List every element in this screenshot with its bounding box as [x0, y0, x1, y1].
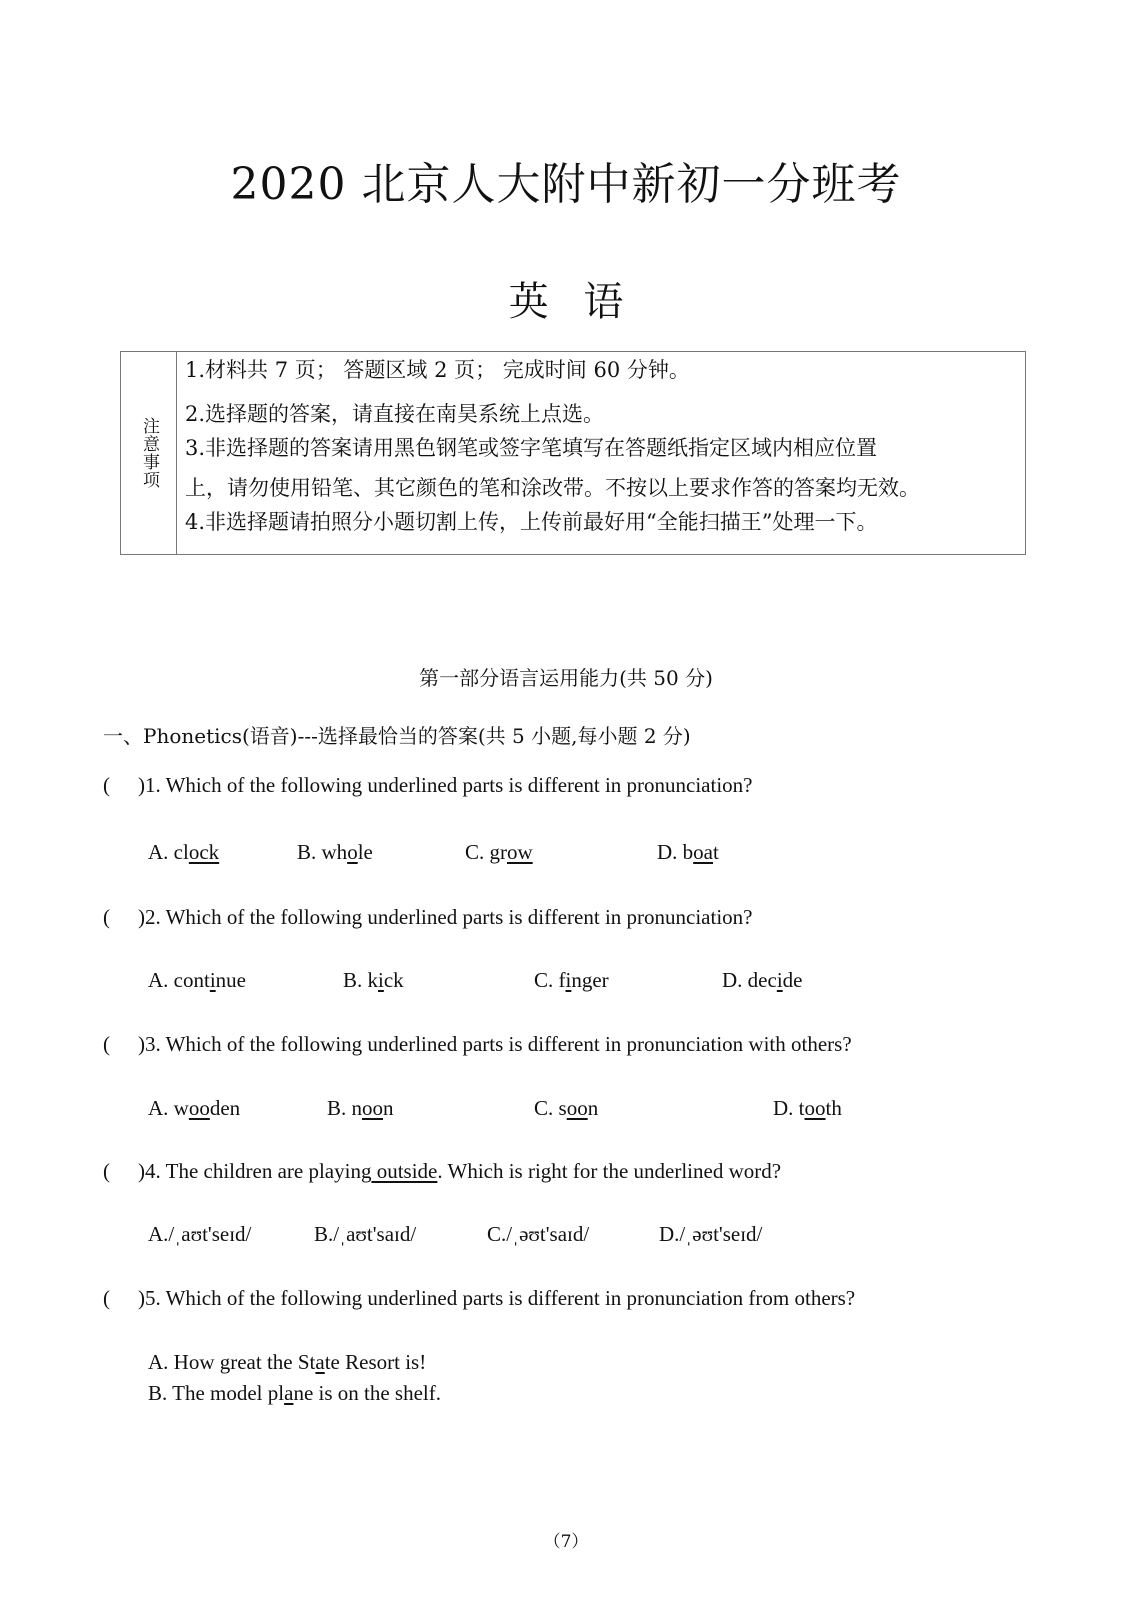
- part-heading: 第一部分语言运用能力(共 50 分): [419, 666, 713, 690]
- notice-box: [120, 351, 1026, 555]
- notice-line: 4.非选择题请拍照分小题切割上传，上传前最好用“全能扫描王”处理一下。: [185, 510, 878, 534]
- option-c[interactable]: C. finger: [534, 968, 609, 992]
- option-b[interactable]: B. kick: [343, 968, 404, 992]
- option-c[interactable]: C. soon: [534, 1096, 599, 1120]
- option-b[interactable]: B. The model plane is on the shelf.: [148, 1381, 441, 1405]
- page-number: （7）: [543, 1532, 589, 1552]
- option-b[interactable]: B. noon: [327, 1096, 394, 1120]
- option-d[interactable]: D. boat: [657, 840, 719, 864]
- option-a[interactable]: A. clock: [148, 840, 220, 864]
- notice-line: 上，请勿使用铅笔、其它颜色的笔和涂改带。不按以上要求作答的答案均无效。: [185, 476, 920, 500]
- option-a[interactable]: A. How great the State Resort is!: [148, 1350, 427, 1374]
- section-heading: 一、Phonetics(语音)---选择最恰当的答案(共 5 小题,每小题 2 分): [103, 724, 691, 748]
- page-title: 2020 北京人大附中新初一分班考: [230, 159, 902, 210]
- option-a[interactable]: A. continue: [148, 968, 246, 992]
- notice-line: 1.材料共 7 页； 答题区域 2 页； 完成时间 60 分钟。: [185, 358, 690, 382]
- notice-label: 注意事项: [139, 417, 159, 489]
- notice-label-cell: [121, 352, 177, 554]
- notice-line: 2.选择题的答案，请直接在南昊系统上点选。: [185, 402, 605, 426]
- question-text: )2. Which of the following underlined parts is different in pronunciation?: [138, 905, 753, 929]
- option-c[interactable]: C./ˌəʊt'saɪd/: [487, 1222, 590, 1246]
- option-d[interactable]: D. decide: [722, 968, 803, 992]
- option-a[interactable]: A./ˌaʊt'seɪd/: [148, 1222, 252, 1246]
- question-text: )3. Which of the following underlined parts is different in pronunciation with others?: [138, 1032, 852, 1056]
- option-d[interactable]: D. tooth: [773, 1096, 842, 1120]
- answer-blank[interactable]: (: [103, 905, 110, 929]
- notice-line: 3.非选择题的答案请用黑色钢笔或签字笔填写在答题纸指定区域内相应位置: [185, 436, 878, 460]
- answer-blank[interactable]: (: [103, 773, 110, 797]
- question-text: )1. Which of the following underlined parts is different in pronunciation?: [138, 773, 753, 797]
- question-text: )4. The children are playing outside. Which is right for the underlined word?: [138, 1159, 782, 1183]
- answer-blank[interactable]: (: [103, 1032, 110, 1056]
- answer-blank[interactable]: (: [103, 1286, 110, 1310]
- option-c[interactable]: C. grow: [465, 840, 533, 864]
- answer-blank[interactable]: (: [103, 1159, 110, 1183]
- question-text: )5. Which of the following underlined parts is different in pronunciation from others?: [138, 1286, 856, 1310]
- subject-title: 英 语: [508, 279, 624, 325]
- option-a[interactable]: A. wooden: [148, 1096, 241, 1120]
- option-b[interactable]: B./ˌaʊt'saɪd/: [314, 1222, 417, 1246]
- option-d[interactable]: D./ˌəʊt'seɪd/: [659, 1222, 763, 1246]
- option-b[interactable]: B. whole: [297, 840, 373, 864]
